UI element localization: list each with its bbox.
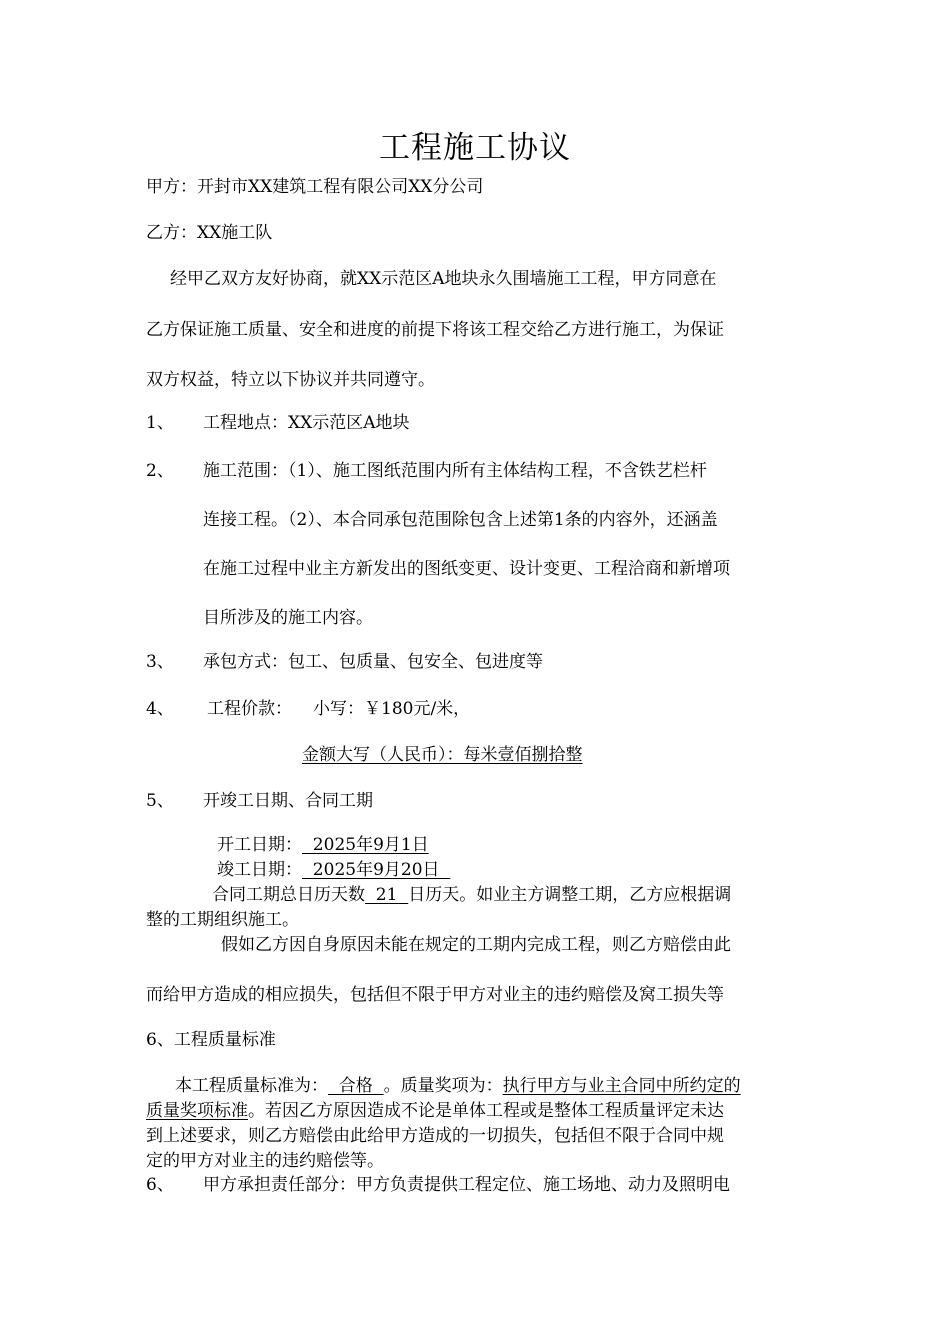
- item-2-number: 2、: [146, 461, 174, 481]
- item-2-line-3: 在施工过程中业主方新发出的图纸变更、设计变更、工程洽商和新增项: [203, 559, 730, 579]
- item-7-number: 6、: [146, 1175, 174, 1195]
- item-1-number: 1、: [146, 413, 174, 433]
- penalty-line-2: 而给甲方造成的相应损失，包括但不限于甲方对业主的违约赔偿及窝工损失等: [146, 985, 724, 1005]
- item-4-label: 工程价款：: [207, 699, 292, 719]
- duration-days: 21: [365, 885, 409, 905]
- item-2-line-2: 连接工程。（2）、本合同承包范围除包含上述第1条的内容外，还涵盖: [203, 510, 718, 530]
- duration-suffix: 日历天。如业主方调整工期，乙方应根据调: [408, 885, 732, 905]
- start-date-value: 2025年9月1日: [302, 835, 429, 855]
- intro-line-1: 经甲乙双方友好协商，就XX示范区A地块永久围墙施工工程，甲方同意在: [170, 269, 717, 289]
- capital-amount-text: 金额大写（人民币）：每米壹佰捌拾整: [302, 745, 583, 765]
- end-date-label: 竣工日期：: [217, 860, 302, 880]
- quality-award-2: 质量奖项标准: [146, 1101, 248, 1121]
- party-b: 乙方：XX施工队: [146, 223, 273, 243]
- item-4-small-amount: 小写：￥180元/米，: [313, 699, 471, 719]
- quality-prefix: 本工程质量标准为：: [175, 1076, 328, 1096]
- document-title: 工程施工协议: [379, 130, 571, 166]
- item-4-capital-amount: [302, 744, 583, 766]
- quality-line-4: 定的甲方对业主的违约赔偿等。: [146, 1151, 384, 1171]
- quality-line-2: [146, 1100, 724, 1122]
- end-date-value: 2025年9月20日: [302, 860, 451, 880]
- quality-award-1: 执行甲方与业主合同中所约定的: [502, 1076, 741, 1096]
- start-date-row: [217, 834, 429, 856]
- item-2-line-1: 施工范围：（1）、施工图纸范围内所有主体结构工程，不含铁艺栏杆: [203, 461, 707, 481]
- intro-line-2: 乙方保证施工质量、安全和进度的前提下将该工程交给乙方进行施工，为保证: [146, 320, 724, 340]
- item-3-text: 承包方式：包工、包质量、包安全、包进度等: [203, 652, 543, 672]
- party-a: 甲方：开封市XX建筑工程有限公司XX分公司: [146, 177, 484, 197]
- duration-line-2: 整的工期组织施工。: [146, 910, 299, 930]
- duration-prefix: 合同工期总日历天数: [212, 885, 365, 905]
- penalty-line-1: 假如乙方因自身原因未能在规定的工期内完成工程，则乙方赔偿由此: [221, 935, 731, 955]
- item-1-text: 工程地点：XX示范区A地块: [203, 413, 410, 433]
- quality-mid: 。质量奖项为：: [383, 1076, 503, 1096]
- quality-line-1: [175, 1075, 741, 1097]
- item-2-line-4: 目所涉及的施工内容。: [203, 608, 373, 628]
- quality-line-3: 到上述要求，则乙方赔偿由此给甲方造成的一切损失，包括但不限于合同中规: [146, 1126, 724, 1146]
- item-5-number: 5、: [146, 791, 174, 811]
- item-5-text: 开竣工日期、合同工期: [203, 791, 373, 811]
- quality-standard: 合格: [328, 1076, 384, 1096]
- item-7-text: 甲方承担责任部分：甲方负责提供工程定位、施工场地、动力及照明电: [203, 1175, 730, 1195]
- quality-heading: 6、工程质量标准: [146, 1030, 276, 1050]
- start-date-label: 开工日期：: [217, 835, 302, 855]
- item-3-number: 3、: [146, 652, 174, 672]
- duration-row: [212, 884, 731, 906]
- quality-rest: 。若因乙方原因造成不论是单体工程或是整体工程质量评定未达: [248, 1101, 724, 1121]
- end-date-row: [217, 859, 450, 881]
- item-4-number: 4、: [146, 699, 174, 719]
- intro-line-3: 双方权益，特立以下协议并共同遵守。: [146, 370, 435, 390]
